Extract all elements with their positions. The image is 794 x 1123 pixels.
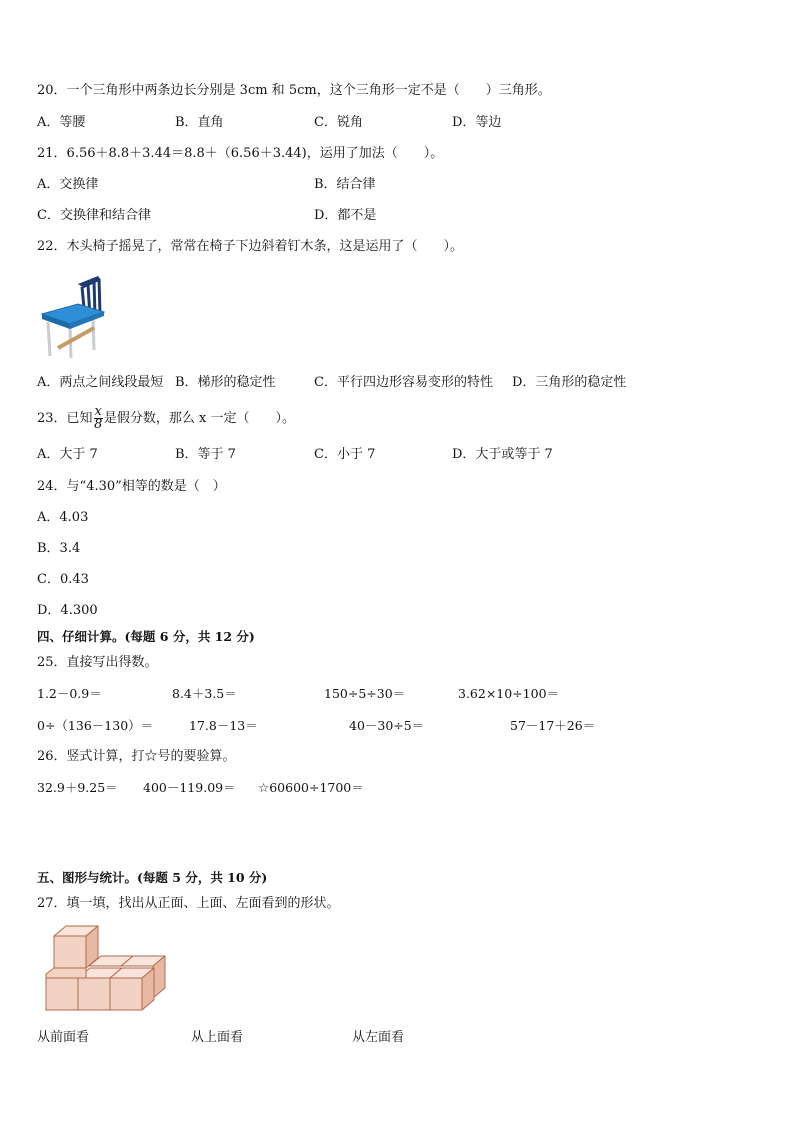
q26-stem: 26．竖式计算，打☆号的要验算。 — [37, 749, 236, 764]
q26-item2: 400－119.09＝ — [143, 780, 236, 795]
q20-option-c: C．锐角 — [314, 115, 363, 130]
q20-option-b: B．直角 — [175, 115, 224, 130]
q27-stem: 27．填一填，找出从正面、上面、左面看到的形状。 — [37, 896, 340, 911]
fraction-denominator: 8 — [94, 417, 103, 432]
q20-option-d: D．等边 — [452, 115, 502, 130]
q24-option-b: B．3.4 — [37, 541, 81, 556]
q25-r1-item4: 3.62×10÷100＝ — [458, 686, 560, 701]
q22-option-d: D．三角形的稳定性 — [512, 375, 627, 390]
q23-option-d: D．大于或等于 7 — [452, 447, 553, 462]
fraction-x-over-8 — [94, 406, 103, 431]
q25-r1-item2: 8.4＋3.5＝ — [172, 686, 237, 701]
q22-option-a: A．两点之间线段最短 — [37, 375, 164, 390]
q25-r2-item4: 57－17＋26＝ — [510, 718, 596, 733]
q21-option-c: C．交换律和结合律 — [37, 208, 151, 223]
q27-view-front: 从前面看 — [37, 1030, 90, 1045]
q26-item1: 32.9＋9.25＝ — [37, 780, 118, 795]
q27-view-top: 从上面看 — [191, 1030, 244, 1045]
q25-stem: 25．直接写出得数。 — [37, 655, 158, 670]
q23-stem-after: 是假分数，那么 x 一定（ ）。 — [103, 411, 295, 426]
q23-option-a: A．大于 7 — [37, 447, 98, 462]
q22-stem: 22．木头椅子摇晃了，常常在椅子下边斜着钉木条，这是运用了（ ）。 — [37, 239, 464, 254]
q23-option-b: B．等于 7 — [175, 447, 236, 462]
q23-option-c: C．小于 7 — [314, 447, 376, 462]
q21-option-a: A．交换律 — [37, 177, 99, 192]
q26-item3: ☆60600÷1700＝ — [258, 780, 364, 795]
q23-stem — [37, 402, 295, 436]
q25-r2-item1: 0÷（136－130）＝ — [37, 718, 154, 733]
q24-option-a: A．4.03 — [37, 510, 89, 525]
q21-option-d: D．都不是 — [314, 208, 377, 223]
q25-r1-item3: 150÷5÷30＝ — [324, 686, 406, 701]
section4-title: 四、仔细计算。(每题 6 分，共 12 分) — [37, 629, 255, 644]
section5-title: 五、图形与统计。(每题 5 分，共 10 分) — [37, 870, 268, 885]
cube-stack-illustration — [42, 924, 172, 1016]
q25-r2-item2: 17.8－13＝ — [189, 718, 258, 733]
q20-stem: 20．一个三角形中两条边长分别是 3cm 和 5cm，这个三角形一定不是（ ）三角形。 — [37, 83, 551, 98]
q21-stem: 21．6.56＋8.8＋3.44＝8.8＋（6.56＋3.44)，运用了加法（ ）。 — [37, 146, 444, 161]
q23-stem-before: 23．已知 — [37, 411, 93, 426]
q24-option-c: C．0.43 — [37, 572, 89, 587]
q24-option-d: D．4.300 — [37, 603, 98, 618]
q22-option-c: C．平行四边形容易变形的特性 — [314, 375, 493, 390]
chair-illustration — [38, 274, 110, 360]
q21-option-b: B．结合律 — [314, 177, 376, 192]
q20-option-a: A．等腰 — [37, 115, 86, 130]
fraction-numerator: x — [94, 404, 102, 419]
q25-r2-item3: 40－30÷5＝ — [349, 718, 425, 733]
q27-view-left: 从左面看 — [352, 1030, 405, 1045]
q24-stem: 24．与“4.30”相等的数是（ ） — [37, 479, 226, 494]
q22-option-b: B．梯形的稳定性 — [175, 375, 276, 390]
q25-r1-item1: 1.2－0.9＝ — [37, 686, 102, 701]
